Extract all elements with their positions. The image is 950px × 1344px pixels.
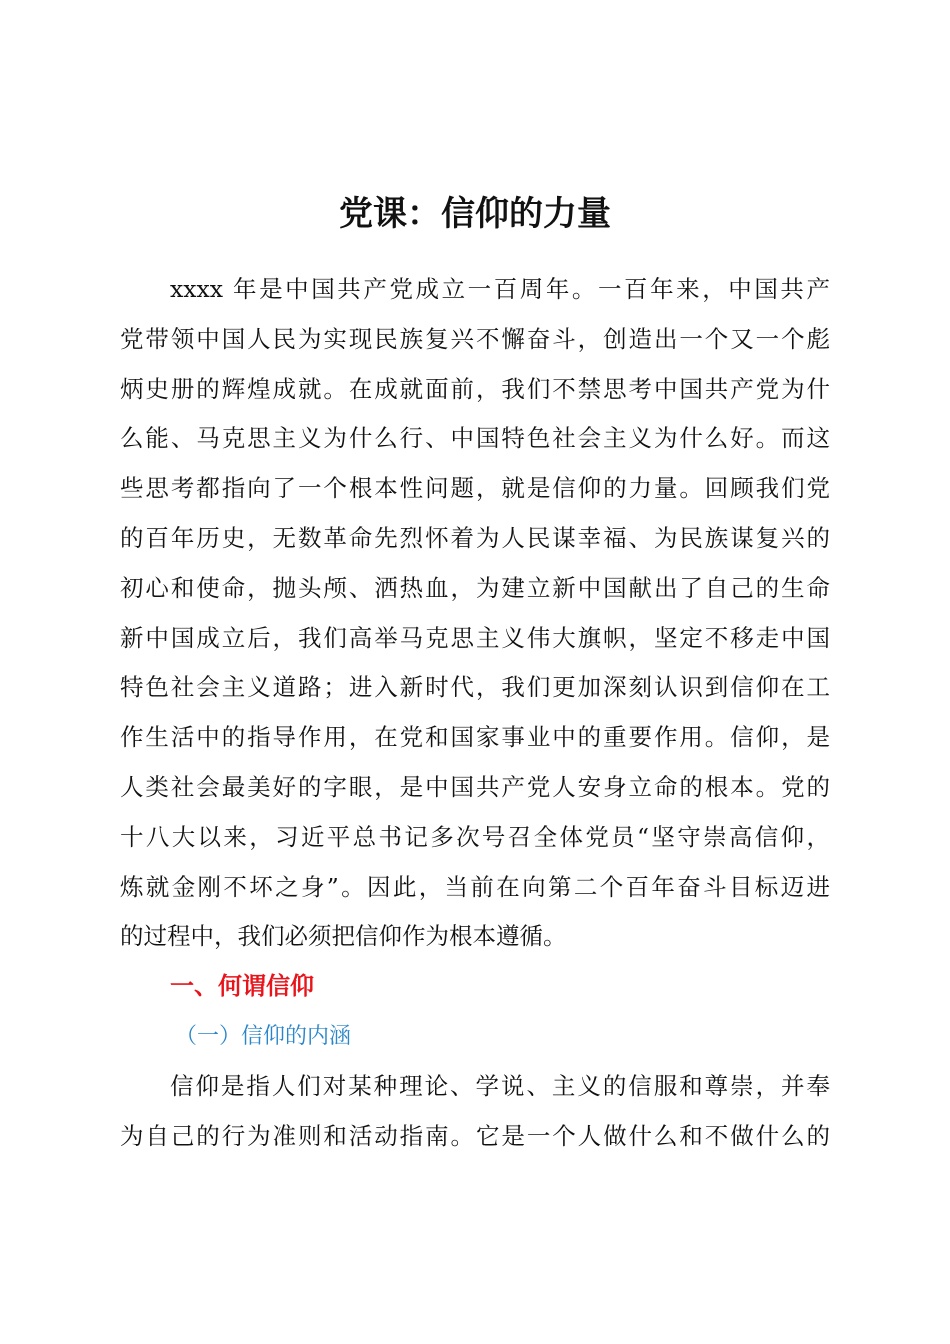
- paragraph-line: 人类社会最美好的字眼，是中国共产党人安身立命的根本。党的: [120, 772, 830, 801]
- paragraph-line: 新中国成立后，我们高举马克思主义伟大旗帜，坚定不移走中国: [120, 623, 830, 652]
- paragraph-line: 的百年历史，无数革命先烈怀着为人民谋幸福、为民族谋复兴的: [120, 523, 830, 552]
- paragraph-line: 党带领中国人民为实现民族复兴不懈奋斗，创造出一个又一个彪: [120, 324, 830, 353]
- document-title: 党课：信仰的力量: [339, 194, 611, 234]
- paragraph-line: xxxx 年是中国共产党成立一百周年。一百年来，中国共产: [170, 275, 830, 303]
- paragraph-line: 炳史册的辉煌成就。在成就面前，我们不禁思考中国共产党为什: [120, 374, 830, 403]
- paragraph-line: 的过程中，我们必须把信仰作为根本遵循。: [120, 922, 567, 951]
- paragraph-line: 十八大以来，习近平总书记多次号召全体党员“坚守崇高信仰，: [120, 822, 830, 851]
- paragraph-line: 信仰是指人们对某种理论、学说、主义的信服和尊崇，并奉: [170, 1071, 830, 1100]
- paragraph-line: 为自己的行为准则和活动指南。它是一个人做什么和不做什么的: [120, 1121, 830, 1150]
- paragraph-line: 么能、马克思主义为什么行、中国特色社会主义为什么好。而这: [120, 424, 830, 453]
- paragraph-line: 作生活中的指导作用，在党和国家事业中的重要作用。信仰，是: [120, 723, 830, 752]
- paragraph-line: 初心和使命，抛头颅、洒热血，为建立新中国献出了自己的生命: [120, 573, 830, 602]
- paragraph-line: 特色社会主义道路；进入新时代，我们更加深刻认识到信仰在工: [120, 673, 830, 702]
- document-body: [120, 265, 830, 1161]
- paragraph-line: 些思考都指向了一个根本性问题，就是信仰的力量。回顾我们党: [120, 474, 830, 503]
- section-heading: 一、何谓信仰: [170, 972, 314, 1001]
- paragraph-line: 炼就金刚不坏之身”。因此，当前在向第二个百年奋斗目标迈进: [120, 872, 830, 901]
- subsection-heading: （一）信仰的内涵: [175, 1023, 352, 1049]
